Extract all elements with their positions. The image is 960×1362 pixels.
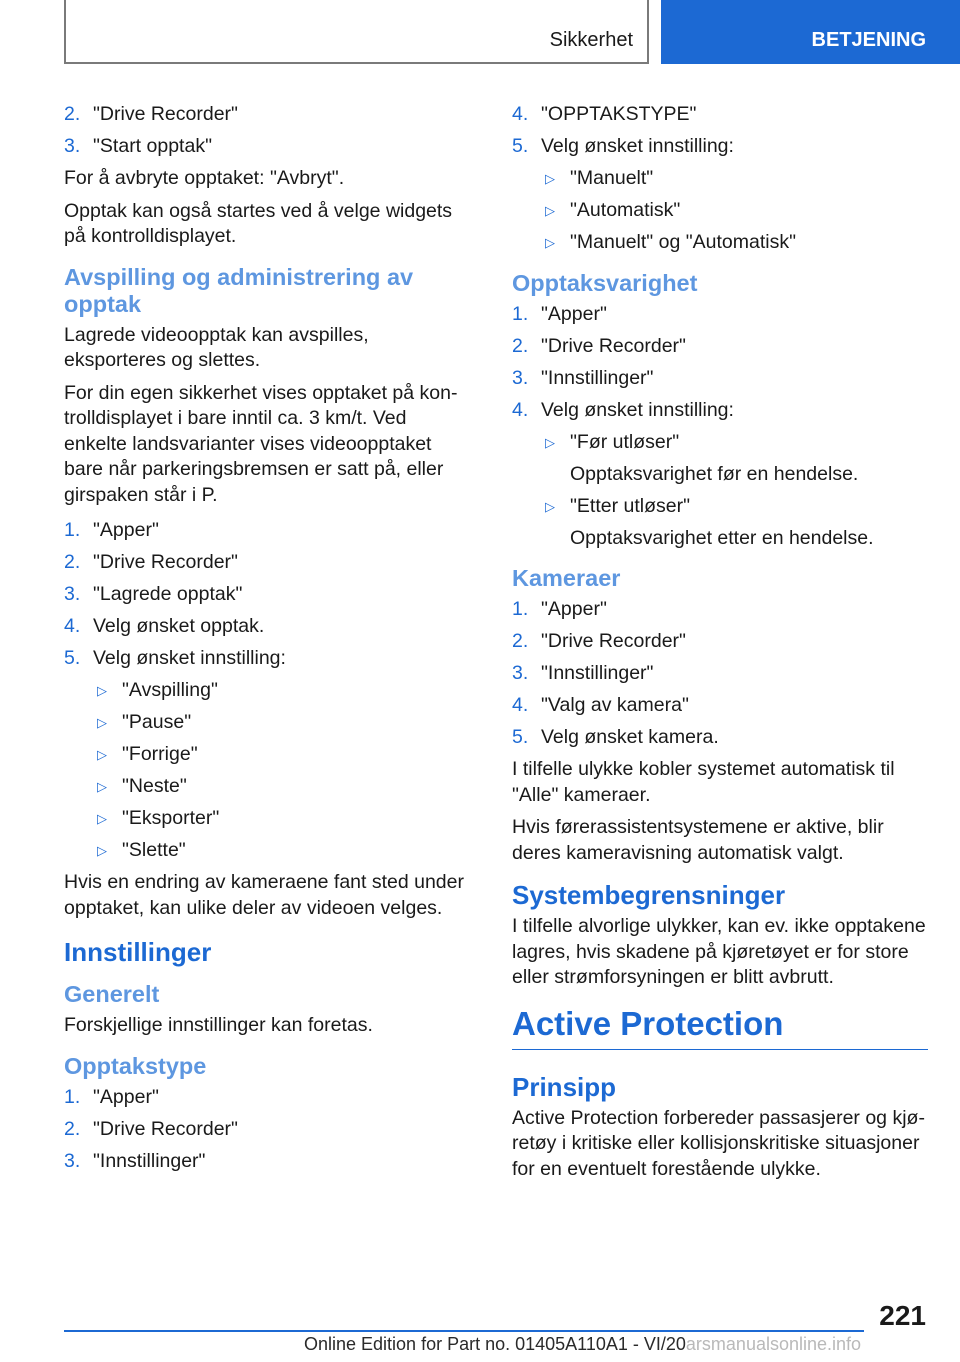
list-text: "Drive Recorder" xyxy=(93,551,238,573)
list-number: 4. xyxy=(64,615,81,637)
heading-general: Generelt xyxy=(64,981,160,1007)
sub-list-text: "Forrige" xyxy=(122,743,198,765)
triangle-right-icon: ▷ xyxy=(97,683,107,698)
list-text: "Drive Recorder" xyxy=(541,334,686,357)
list-text: "Drive Recorder" xyxy=(93,103,238,125)
footer-divider xyxy=(64,1330,864,1332)
triangle-right-icon: ▷ xyxy=(545,498,555,514)
header-section-title: Sikkerhet xyxy=(549,29,633,51)
list-text: "Apper" xyxy=(93,1085,159,1108)
list-item xyxy=(64,550,474,576)
right-column xyxy=(512,102,928,1189)
list-steps-a xyxy=(64,102,474,160)
list-text: "Innstillinger" xyxy=(541,662,654,684)
sub-list-description: Opptaksvarighet før en hendelse. xyxy=(570,462,859,485)
list-item xyxy=(512,629,928,655)
footer-edition-text: Online Edition for Part no. 01405A110A1 - VI/20 xyxy=(304,1334,686,1354)
list-text: Velg ønsket innstilling: xyxy=(541,398,734,421)
triangle-right-icon: ▷ xyxy=(97,779,107,794)
list-text: "OPPTAKSTYPE" xyxy=(541,103,697,125)
sub-list-item xyxy=(512,230,928,256)
heading-cameras: Kameraer xyxy=(512,565,621,591)
list-text: Velg ønsket innstilling: xyxy=(93,647,286,669)
list-number: 3. xyxy=(512,662,529,684)
list-item xyxy=(64,134,474,160)
list-item xyxy=(64,1085,474,1111)
heading-playback: Avspilling og administrering av opptak xyxy=(64,263,414,317)
list-text: "Lagrede opptak" xyxy=(93,583,243,605)
list-steps-c xyxy=(64,1085,474,1175)
paragraph-saved: Lagrede videoopptak kan avspilles, eksporteres og slettes. xyxy=(64,323,369,371)
list-number: 3. xyxy=(64,583,81,605)
heading-principle: Prinsipp xyxy=(512,1071,617,1102)
list-number: 4. xyxy=(512,103,529,125)
list-number: 1. xyxy=(512,302,529,325)
header-chapter-label: BETJENING xyxy=(811,29,926,51)
list-text: "Start opptak" xyxy=(93,135,212,157)
paragraph-abort: For å avbryte opptaket: "Avbryt". xyxy=(64,167,345,189)
heading-settings: Innstillinger xyxy=(64,937,212,967)
list-number: 4. xyxy=(512,694,529,716)
sub-list-text: "Manuelt" og "Automatisk" xyxy=(570,231,797,253)
list-text: Velg ønsket kamera. xyxy=(541,726,719,748)
list-item xyxy=(64,1149,474,1175)
list-number: 3. xyxy=(64,135,81,157)
sub-list-text: "Manuelt" xyxy=(570,167,654,189)
list-text: "Innstillinger" xyxy=(541,366,654,389)
sub-list-item xyxy=(512,430,928,456)
list-steps-b xyxy=(64,518,474,864)
header-section-box xyxy=(64,0,649,64)
sub-list-item xyxy=(64,710,474,736)
list-item xyxy=(64,582,474,608)
sub-list-text: "Slette" xyxy=(122,839,186,861)
sub-list-item xyxy=(512,494,928,520)
list-number: 5. xyxy=(64,647,81,669)
list-number: 2. xyxy=(512,630,529,652)
list-item xyxy=(512,102,928,128)
sub-list-text: "Eksporter" xyxy=(122,807,220,829)
list-item xyxy=(64,646,474,672)
paragraph-limits: I tilfelle alvorlige ulykker, kan ev. ikke opptakene lagres, hvis skadene på kjøretøyet er for store eller strømforsyningen er blitt avbrutt. xyxy=(512,915,926,988)
list-text: "Drive Recorder" xyxy=(541,630,686,652)
paragraph-widgets: Opptak kan også startes ved å velge widgets på kontrolldisplayet. xyxy=(64,199,453,247)
sub-list-description: Opptaksvarighet etter en hendelse. xyxy=(570,526,874,549)
list-item xyxy=(512,661,928,687)
list-text: Velg ønsket opptak. xyxy=(93,615,265,637)
sub-list-text: "Automatisk" xyxy=(570,199,681,221)
list-number: 4. xyxy=(512,398,529,421)
list-item xyxy=(512,366,928,392)
list-item xyxy=(512,597,928,623)
list-number: 3. xyxy=(64,1149,81,1172)
triangle-right-icon: ▷ xyxy=(97,747,107,762)
footer-edition xyxy=(304,1334,861,1355)
heading-system-limits: Systembegrensninger xyxy=(512,880,786,910)
list-item xyxy=(64,102,474,128)
list-number: 2. xyxy=(64,1117,81,1140)
list-number: 1. xyxy=(64,1085,81,1108)
list-item xyxy=(512,302,928,328)
list-item xyxy=(64,518,474,544)
triangle-right-icon: ▷ xyxy=(97,715,107,730)
sub-list-text: "Etter utløser" xyxy=(570,494,691,517)
list-number: 3. xyxy=(512,366,529,389)
paragraph-principle: Active Protection forbereder passasjerer og kjøretøy i kritiske eller kollisjonskritiske situasjoner for en eventuelt forestående ulykke. xyxy=(512,1106,925,1180)
paragraph-general: Forskjellige innstillinger kan foretas. xyxy=(64,1014,373,1036)
list-item xyxy=(512,693,928,719)
triangle-right-icon: ▷ xyxy=(545,171,555,186)
paragraph-accident: I tilfelle ulykke kobler systemet automatisk til "Alle" kameraer. xyxy=(512,758,895,806)
list-number: 5. xyxy=(512,726,529,748)
list-number: 2. xyxy=(512,334,529,357)
list-steps-cameras xyxy=(512,597,928,751)
list-number: 1. xyxy=(512,598,529,620)
heading-recording-duration: Opptaksvarighet xyxy=(512,269,698,296)
list-text: "Innstillinger" xyxy=(93,1149,206,1172)
sub-list-item xyxy=(512,198,928,224)
list-item xyxy=(64,614,474,640)
triangle-right-icon: ▷ xyxy=(545,203,555,218)
footer-watermark: arsmanualsonline.info xyxy=(685,1334,862,1354)
left-column xyxy=(64,102,474,1181)
paragraph-camera-change: Hvis en endring av kameraene fant sted under opptaket, kan ulike deler av videoen velges. xyxy=(64,871,464,919)
sub-list-item xyxy=(64,742,474,768)
triangle-right-icon: ▷ xyxy=(545,235,555,250)
sub-list-item xyxy=(64,806,474,832)
list-item xyxy=(512,725,928,751)
list-text: Velg ønsket innstilling: xyxy=(541,135,734,157)
list-item xyxy=(512,134,928,160)
page-number: 221 xyxy=(879,1300,926,1331)
paragraph-safety: For din egen sikkerhet vises opptaket på kontrolldisplayet i bare inntil ca. 3 km/t. Ved enkelte landsvarianter vises videoopptaket bare når parkeringsbremsen er satt på, eller girspaken står i P. xyxy=(64,381,458,506)
triangle-right-icon: ▷ xyxy=(545,434,555,450)
list-steps-type xyxy=(512,102,928,256)
triangle-right-icon: ▷ xyxy=(97,843,107,858)
sub-list-item xyxy=(64,774,474,800)
list-text: "Drive Recorder" xyxy=(93,1117,238,1140)
heading-recording-type: Opptakstype xyxy=(64,1052,207,1079)
list-item xyxy=(512,398,928,424)
triangle-right-icon: ▷ xyxy=(97,811,107,826)
sub-list-text: "Pause" xyxy=(122,711,192,733)
sub-list-text: "Neste" xyxy=(122,775,187,797)
header-chapter-tab[interactable] xyxy=(661,0,960,64)
list-text: "Apper" xyxy=(93,519,159,541)
sub-list-item xyxy=(512,166,928,192)
sub-list-text: "Avspilling" xyxy=(122,679,218,701)
list-text: "Valg av kamera" xyxy=(541,694,689,716)
paragraph-assist: Hvis førerassistentsystemene er aktive, blir deres kameravisning automatisk valgt. xyxy=(512,816,884,864)
list-item xyxy=(64,1117,474,1143)
list-text: "Apper" xyxy=(541,598,607,620)
list-number: 5. xyxy=(512,135,529,157)
list-number: 2. xyxy=(64,103,81,125)
list-number: 1. xyxy=(64,519,81,541)
heading-active-protection: Active Protection xyxy=(512,1005,928,1050)
list-number: 2. xyxy=(64,551,81,573)
sub-list-item xyxy=(64,678,474,704)
list-text: "Apper" xyxy=(541,302,607,325)
sub-list-text: "Før utløser" xyxy=(570,430,680,453)
list-steps-duration xyxy=(512,302,928,552)
list-item xyxy=(512,334,928,360)
sub-list-item xyxy=(64,838,474,864)
